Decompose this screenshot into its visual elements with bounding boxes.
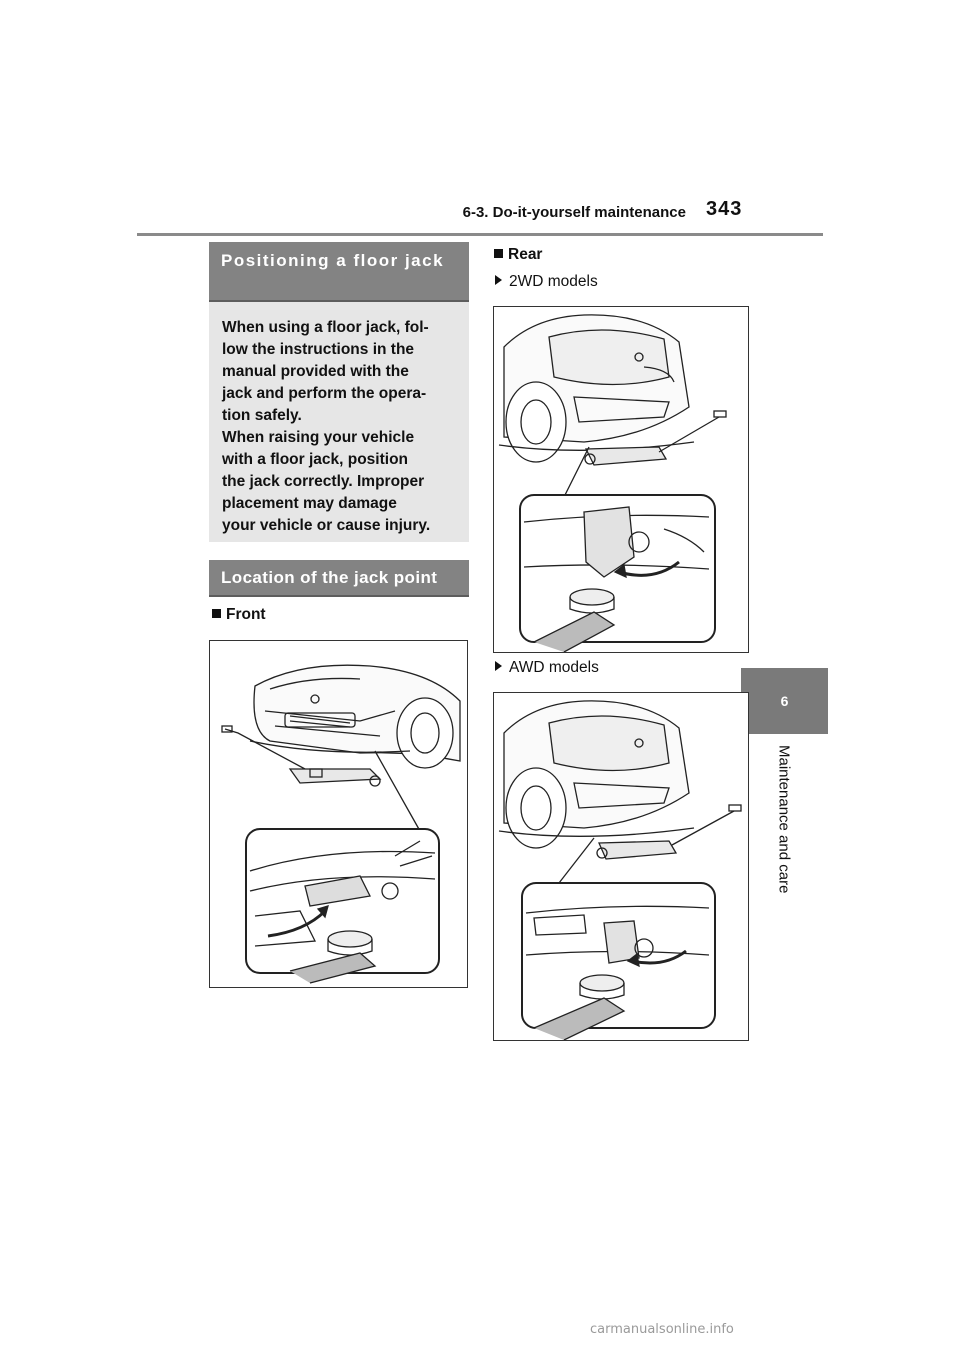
title-underline xyxy=(209,595,469,597)
instruction-line: placement may damage xyxy=(222,495,397,512)
front-heading xyxy=(212,606,266,624)
instruction-line: manual provided with the xyxy=(222,363,409,380)
instruction-line: your vehicle or cause injury. xyxy=(222,517,431,534)
instruction-line: tion safely. xyxy=(222,407,302,424)
model-2wd-label: 2WD models xyxy=(509,273,598,290)
instruction-line: When using a floor jack, fol- xyxy=(222,319,429,336)
location-title xyxy=(209,560,469,595)
header-divider xyxy=(137,233,823,236)
page-number: 343 xyxy=(706,198,743,220)
watermark: carmanualsonline.info xyxy=(590,1322,734,1337)
rear-heading xyxy=(494,246,542,264)
model-awd-heading xyxy=(495,659,599,677)
positioning-title xyxy=(209,242,469,300)
chapter-tab[interactable] xyxy=(741,668,828,734)
positioning-title-text: Positioning a floor jack xyxy=(221,251,445,270)
triangle-bullet-icon xyxy=(495,661,502,671)
instruction-line: low the instructions in the xyxy=(222,341,415,358)
front-heading-text: Front xyxy=(226,606,266,623)
instruction-line: with a floor jack, position xyxy=(222,451,409,468)
location-title-text: Location of the jack point xyxy=(221,568,438,587)
section-title: 6-3. Do-it-yourself maintenance xyxy=(462,204,686,221)
rear-heading-text: Rear xyxy=(508,246,543,263)
instructions-box xyxy=(209,302,469,542)
square-bullet-icon xyxy=(212,609,221,618)
model-2wd-heading xyxy=(495,273,598,291)
rear-awd-jack-illustration xyxy=(493,692,749,1041)
chapter-title: Maintenance and care xyxy=(775,745,793,894)
instruction-line: When raising your vehicle xyxy=(222,429,415,446)
instruction-line: jack and perform the opera- xyxy=(222,385,427,402)
model-awd-label: AWD models xyxy=(509,659,599,676)
rear-2wd-jack-illustration xyxy=(493,306,749,653)
square-bullet-icon xyxy=(494,249,503,258)
front-jack-illustration xyxy=(209,640,468,988)
chapter-number: 6 xyxy=(780,693,789,709)
instruction-line: the jack correctly. Improper xyxy=(222,473,425,490)
triangle-bullet-icon xyxy=(495,275,502,285)
